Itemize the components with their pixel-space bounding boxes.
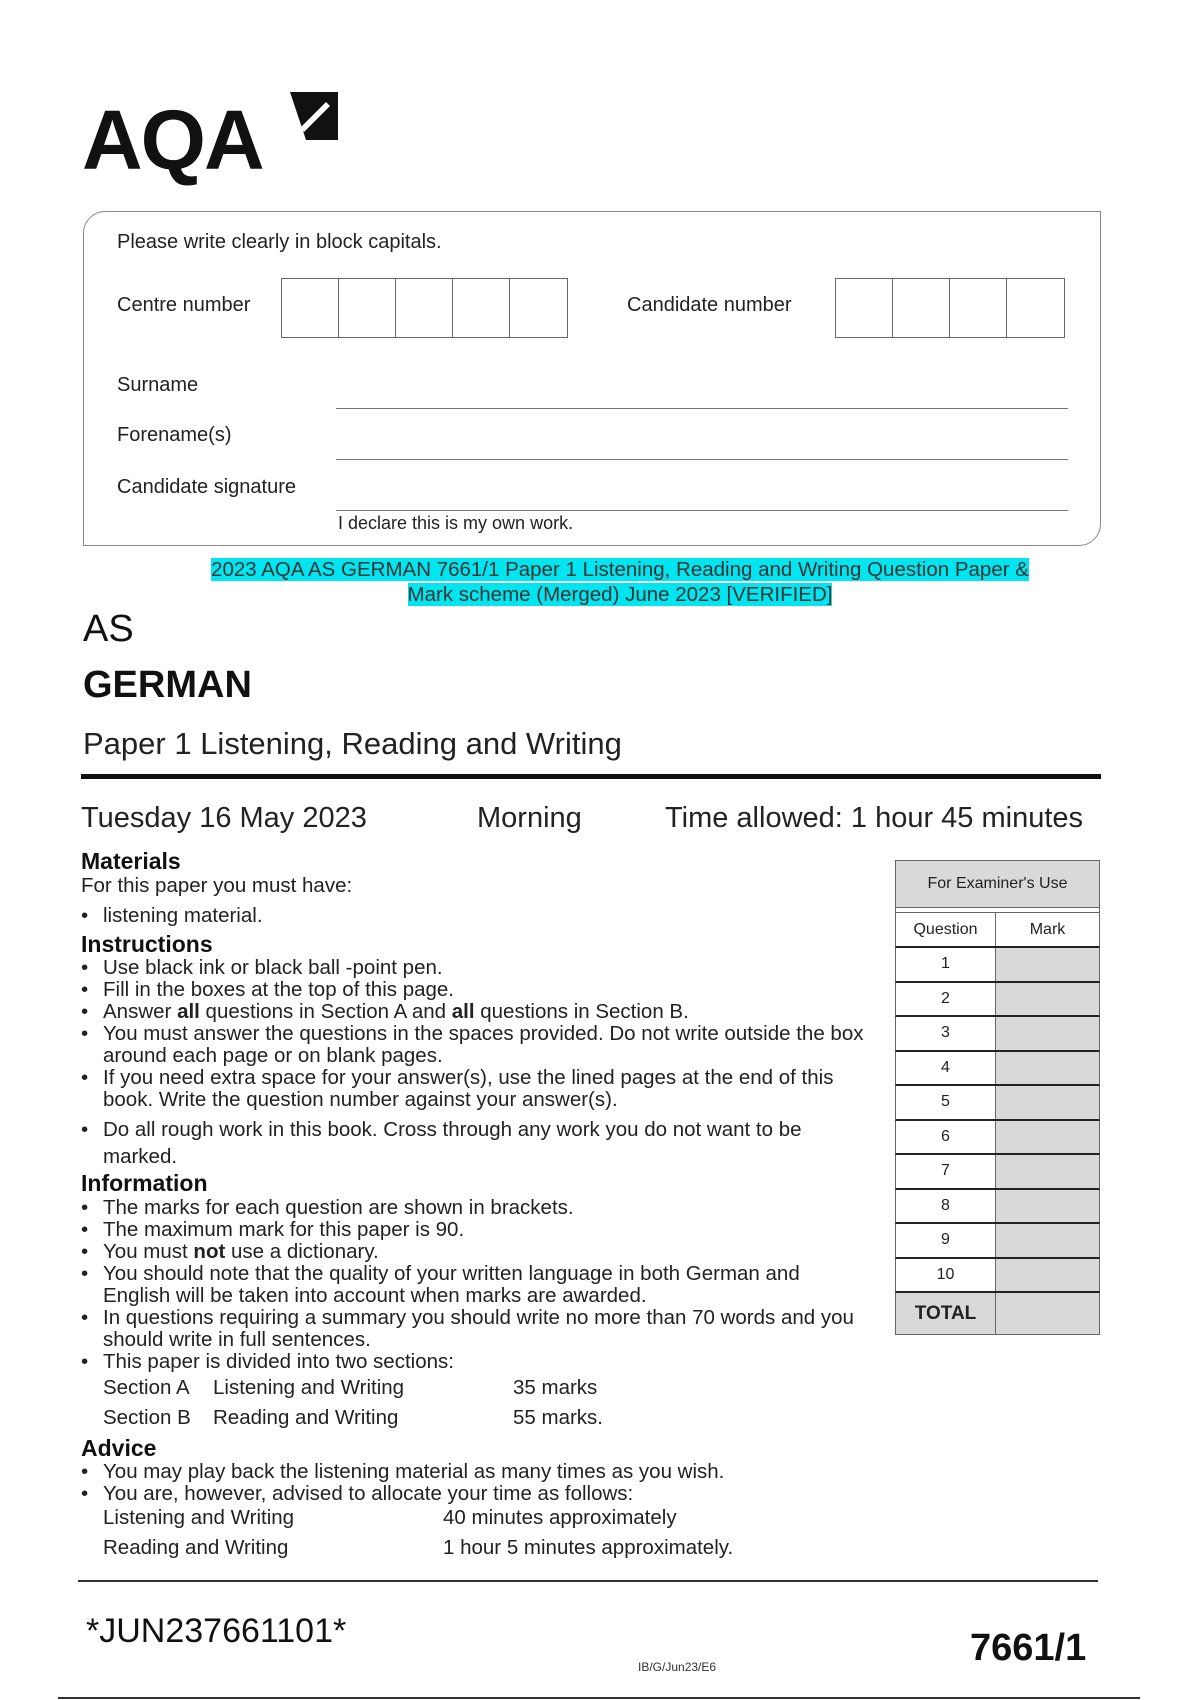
examiner-question-row (895, 983, 1100, 1018)
section-a-name: Section A (103, 1376, 190, 1399)
paper-title: Paper 1 Listening, Reading and Writing (83, 726, 622, 761)
instruction-text: If you need extra space for your answer(s), use the lined pages at the end of this book. Write the question number against your answer(s). (103, 1066, 834, 1111)
examiner-question-row (895, 1121, 1100, 1156)
information-item: • You must not use a dictionary. (81, 1241, 871, 1263)
centre-number-digit[interactable] (396, 279, 453, 337)
materials-item: • listening material. (81, 905, 871, 927)
qualification-level: AS (83, 608, 134, 650)
examiner-question-row (895, 1224, 1100, 1259)
centre-number-boxes[interactable] (281, 278, 568, 338)
aqa-logo (82, 88, 352, 188)
instruction-item: • Use black ink or black ball -point pen. (81, 957, 871, 979)
aqa-flag-icon (286, 88, 342, 144)
question-number: 2 (896, 983, 996, 1016)
signature-field[interactable] (336, 510, 1068, 511)
advice-item: • You may play back the listening material as many times as you wish. (81, 1461, 871, 1483)
information-text: You must not use a dictionary. (103, 1240, 379, 1263)
mark-cell[interactable] (996, 1017, 1099, 1050)
mark-cell[interactable] (996, 983, 1099, 1016)
block-capitals-instruction: Please write clearly in block capitals. (117, 231, 442, 253)
banner-line-2: Mark scheme (Merged) June 2023 [VERIFIED] (407, 583, 833, 606)
paper-reference: IB/G/Jun23/E6 (638, 1660, 717, 1674)
materials-item-text: listening material. (103, 904, 263, 927)
section-b-name: Section B (103, 1406, 191, 1429)
advice-text: You may play back the listening material as many times as you wish. (103, 1460, 725, 1483)
examiner-question-row (895, 1052, 1100, 1087)
question-column-header: Question (896, 913, 996, 946)
banner-line-1: 2023 AQA AS GERMAN 7661/1 Paper 1 Listening, Reading and Writing Question Paper & (211, 558, 1029, 581)
advice-text: You are, however, advised to allocate your time as follows: (103, 1482, 634, 1505)
examiner-use-table (895, 860, 1100, 1335)
instruction-item: • Answer all questions in Section A and all questions in Section B. (81, 1001, 871, 1023)
allocation-part: Listening and Writing (103, 1506, 295, 1529)
forename-field[interactable] (336, 459, 1068, 460)
information-text: The maximum mark for this paper is 90. (103, 1218, 465, 1241)
question-number: 4 (896, 1052, 996, 1085)
candidate-number-boxes[interactable] (835, 278, 1065, 338)
highlighted-title-banner (170, 557, 1070, 607)
time-allowed: Time allowed: 1 hour 45 minutes (665, 802, 1084, 834)
information-item: • In questions requiring a summary you should write no more than 70 words and you should write in full sentences. (81, 1307, 871, 1351)
forename-label: Forename(s) (117, 424, 232, 446)
barcode-text: *JUN237661101* (86, 1612, 347, 1650)
instruction-text: Use black ink or black ball -point pen. (103, 956, 443, 979)
advice-heading: Advice (81, 1435, 157, 1461)
centre-number-digit[interactable] (453, 279, 510, 337)
candidate-number-digit[interactable] (1007, 279, 1064, 337)
examiner-table-header-row (895, 912, 1100, 948)
candidate-number-label: Candidate number (627, 294, 792, 316)
advice-item: • You are, however, advised to allocate your time as follows: (81, 1483, 871, 1505)
examiner-question-row (895, 1190, 1100, 1225)
surname-label: Surname (117, 374, 199, 396)
instruction-text: Do all rough work in this book. Cross through any work you do not want to be marked. (103, 1118, 802, 1168)
exam-date: Tuesday 16 May 2023 (81, 802, 367, 834)
title-divider (81, 774, 1101, 779)
candidate-number-digit[interactable] (893, 279, 950, 337)
mark-cell[interactable] (996, 1259, 1099, 1292)
page-bottom-rule (58, 1697, 1140, 1699)
mark-cell[interactable] (996, 1086, 1099, 1119)
information-item: • You should note that the quality of your written language in both German and English will be taken into account when marks are awarded. (81, 1263, 871, 1307)
paper-code: 7661/1 (970, 1627, 1087, 1669)
examiner-question-row (895, 948, 1100, 983)
information-item: • The marks for each question are shown in brackets. (81, 1197, 871, 1219)
allocation-time: 40 minutes approximately (443, 1506, 677, 1529)
instruction-item: • Do all rough work in this book. Cross through any work you do not want to be marked. (81, 1116, 871, 1170)
footer-divider (78, 1580, 1098, 1582)
examiner-question-row (895, 1086, 1100, 1121)
candidate-details-box (83, 211, 1101, 546)
mark-cell[interactable] (996, 1224, 1099, 1257)
materials-intro: For this paper you must have: (81, 874, 353, 897)
centre-number-label: Centre number (117, 294, 251, 316)
instruction-text: Answer all questions in Section A and all questions in Section B. (103, 1000, 689, 1023)
mark-cell[interactable] (996, 1190, 1099, 1223)
examiner-question-row (895, 1155, 1100, 1190)
information-item: • The maximum mark for this paper is 90. (81, 1219, 871, 1241)
signature-label: Candidate signature (117, 476, 297, 498)
allocation-time: 1 hour 5 minutes approximately. (443, 1536, 734, 1559)
centre-number-digit[interactable] (339, 279, 396, 337)
total-row (895, 1293, 1100, 1335)
question-number: 1 (896, 948, 996, 981)
section-b-marks: 55 marks. (513, 1406, 603, 1429)
candidate-number-digit[interactable] (836, 279, 893, 337)
information-text: In questions requiring a summary you should write no more than 70 words and you should write in full sentences. (103, 1306, 854, 1351)
mark-cell[interactable] (996, 948, 1099, 981)
instruction-text: Fill in the boxes at the top of this page. (103, 978, 454, 1001)
mark-cell[interactable] (996, 1155, 1099, 1188)
materials-heading: Materials (81, 848, 181, 874)
declaration-text: I declare this is my own work. (338, 513, 574, 533)
total-label: TOTAL (896, 1293, 996, 1334)
information-heading: Information (81, 1170, 208, 1196)
instruction-item: • Fill in the boxes at the top of this page. (81, 979, 871, 1001)
examiner-table-title: For Examiner's Use (895, 860, 1100, 908)
instruction-item: • You must answer the questions in the spaces provided. Do not write outside the box around each page or on blank pages. (81, 1023, 871, 1067)
centre-number-digit[interactable] (282, 279, 339, 337)
question-number: 8 (896, 1190, 996, 1223)
mark-cell[interactable] (996, 1121, 1099, 1154)
question-number: 3 (896, 1017, 996, 1050)
examiner-question-row (895, 1017, 1100, 1052)
mark-column-header: Mark (996, 913, 1099, 946)
aqa-logo-text: AQA (82, 93, 263, 187)
question-number: 7 (896, 1155, 996, 1188)
total-mark-cell[interactable] (996, 1293, 1099, 1334)
information-item: • This paper is divided into two sections: (81, 1351, 871, 1373)
mark-cell[interactable] (996, 1052, 1099, 1085)
allocation-part: Reading and Writing (103, 1536, 289, 1559)
examiner-question-row (895, 1259, 1100, 1294)
instruction-text: You must answer the questions in the spaces provided. Do not write outside the box around each page or on blank pages. (103, 1022, 864, 1067)
section-a-marks: 35 marks (513, 1376, 598, 1399)
candidate-number-digit[interactable] (950, 279, 1007, 337)
section-b-title: Reading and Writing (213, 1406, 399, 1429)
question-number: 6 (896, 1121, 996, 1154)
subject-title: GERMAN (83, 664, 252, 706)
information-text: This paper is divided into two sections: (103, 1350, 454, 1373)
centre-number-digit[interactable] (510, 279, 567, 337)
question-number: 5 (896, 1086, 996, 1119)
section-a-title: Listening and Writing (213, 1376, 405, 1399)
information-text: The marks for each question are shown in brackets. (103, 1196, 574, 1219)
instructions-heading: Instructions (81, 931, 213, 957)
question-number: 9 (896, 1224, 996, 1257)
information-text: You should note that the quality of your written language in both German and English will be taken into account when marks are awarded. (103, 1262, 800, 1307)
question-number: 10 (896, 1259, 996, 1292)
instruction-item: • If you need extra space for your answer(s), use the lined pages at the end of this book. Write the question number against your answer(s). (81, 1067, 871, 1111)
surname-field[interactable] (336, 408, 1068, 409)
exam-session: Morning (477, 802, 582, 834)
